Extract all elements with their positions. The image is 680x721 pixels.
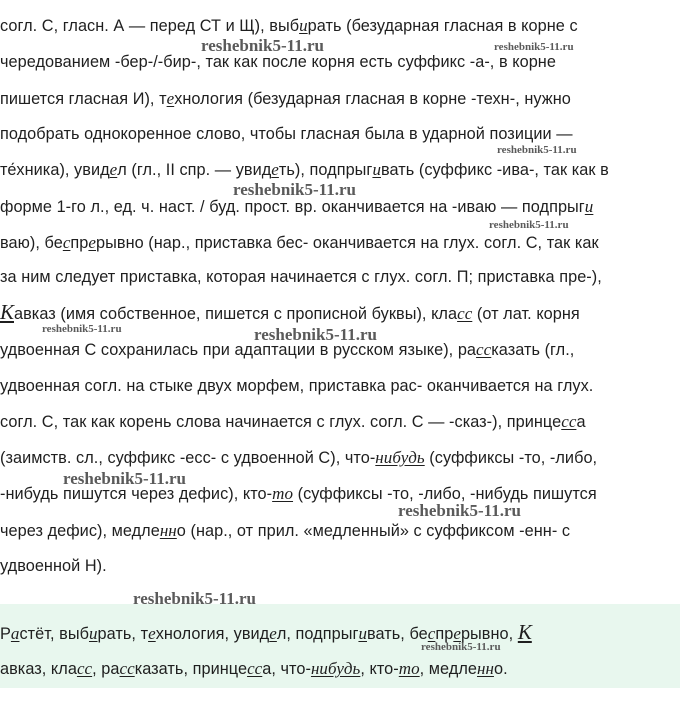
explanation-line: через дефис), медленно (нар., от прил. «медленный» с суффиксом -енн- с xyxy=(0,521,571,540)
highlighted-suffix: то xyxy=(272,484,294,503)
highlighted-suffix: нибудь xyxy=(375,448,425,467)
highlighted-letters: сс xyxy=(476,340,492,359)
explanation-line: согл. С, так как корень слова начинается с глух. согл. С — -сказ-), принцесса xyxy=(0,412,586,431)
watermark: reshebnik5-11.ru xyxy=(398,501,521,520)
highlighted-letter: К xyxy=(0,300,14,324)
explanation-line: (заимств. сл., суффикс -есс- с удвоенной С), что-нибудь (суффиксы -то, -либо, xyxy=(0,448,598,467)
watermark: reshebnik5-11.ru xyxy=(421,641,501,653)
highlighted-letter: е xyxy=(269,624,277,643)
watermark: reshebnik5-11.ru xyxy=(497,144,577,156)
highlighted-letter: е xyxy=(453,624,461,643)
explanation-line: согл. С, гласн. А — перед СТ и Щ), выбирать (безударная гласная в корне с xyxy=(0,16,578,35)
highlighted-letters: нн xyxy=(477,659,494,678)
explanation-line: удвоенная С сохранилась при адаптации в русском языке), рассказать (гл., xyxy=(0,340,575,359)
watermark: reshebnik5-11.ru xyxy=(133,589,256,608)
explanation-line: ваю), беспрерывно (нар., приставка бес- оканчивается на глух. согл. С, так как xyxy=(0,233,599,252)
explanation-line: удвоенная согл. на стыке двух морфем, приставка рас- оканчивается на глух. xyxy=(0,377,594,395)
highlighted-letters: нн xyxy=(159,521,177,540)
highlighted-letter: е xyxy=(109,160,118,179)
answer-line: авказ, класс, рассказать, принцесса, что-нибудь, кто-то, медленно. xyxy=(0,659,508,678)
explanation-line: форме 1-го л., ед. ч. наст. / буд. прост. вр. оканчивается на -иваю — подпрыги xyxy=(0,197,594,216)
highlighted-letter: е xyxy=(166,89,175,108)
watermark: reshebnik5-11.ru xyxy=(233,180,356,199)
highlighted-letter: и xyxy=(358,624,367,643)
highlighted-letter: е xyxy=(88,233,97,252)
explanation-line: -нибудь пишутся через дефис), кто-то (суффиксы -то, -либо, -нибудь пишутся xyxy=(0,484,597,503)
watermark: reshebnik5-11.ru xyxy=(494,41,574,53)
explanation-line: подобрать однокоренное слово, чтобы гласная была в ударной позиции — xyxy=(0,125,573,143)
explanation-line: те́хника), увидел (гл., II спр. — увидеть), подпрыгивать (суффикс -ива-, так как в xyxy=(0,160,609,179)
highlighted-letter: с xyxy=(62,233,71,252)
highlighted-letters: сс xyxy=(76,659,93,678)
highlighted-letters: сс xyxy=(247,659,263,678)
highlighted-letter: и xyxy=(88,624,98,643)
watermark: reshebnik5-11.ru xyxy=(201,36,324,55)
highlighted-letters: сс xyxy=(457,304,473,323)
highlighted-letter: а xyxy=(10,624,20,643)
highlighted-letters: сс xyxy=(561,412,577,431)
watermark: reshebnik5-11.ru xyxy=(254,325,377,344)
explanation-line: удвоенной Н). xyxy=(0,557,107,575)
highlighted-letter: К xyxy=(517,620,532,644)
highlighted-letter: с xyxy=(427,624,436,643)
watermark: reshebnik5-11.ru xyxy=(63,469,186,488)
highlighted-letter: и xyxy=(584,197,594,216)
highlighted-letters: сс xyxy=(119,659,135,678)
watermark: reshebnik5-11.ru xyxy=(489,219,569,231)
explanation-line: Кавказ (имя собственное, пишется с прописной буквы), класс (от лат. корня xyxy=(0,300,580,324)
highlighted-suffix: нибудь xyxy=(310,659,361,678)
highlighted-letter: и xyxy=(372,160,381,179)
highlighted-suffix: то xyxy=(398,659,420,678)
watermark: reshebnik5-11.ru xyxy=(42,323,122,335)
highlighted-letter: е xyxy=(271,160,279,179)
explanation-line: чередованием -бер-/-бир-, так как после корня есть суффикс -а-, в корне xyxy=(0,53,556,71)
explanation-line: пишется гласная И), технология (безударная гласная в корне -техн-, нужно xyxy=(0,89,571,108)
highlighted-letter: и xyxy=(299,16,308,35)
explanation-line: за ним следует приставка, которая начинается с глух. согл. П; приставка пре-), xyxy=(0,268,602,286)
answer-line: Растёт, выбирать, технология, увидел, подпрыгивать, беспрерывно, К xyxy=(0,620,532,644)
highlighted-letter: е xyxy=(148,624,156,643)
